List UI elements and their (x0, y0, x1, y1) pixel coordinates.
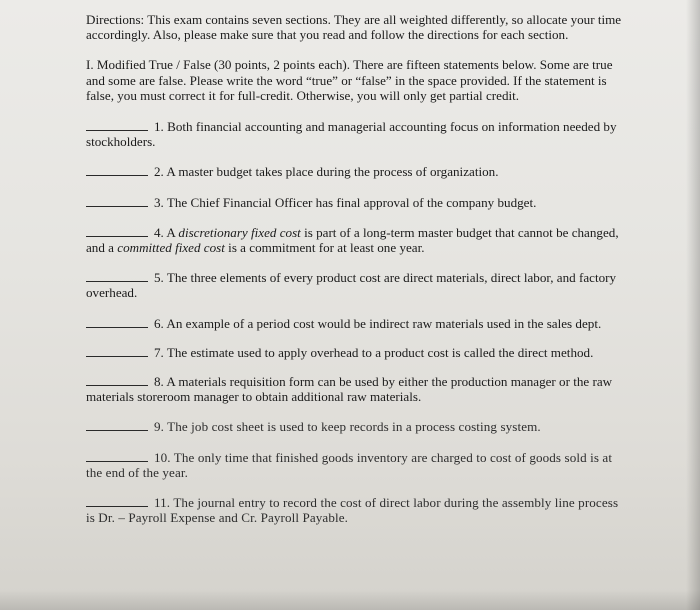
question-2 (86, 164, 622, 179)
question-7-text: 7. The estimate used to apply overhead to a product cost is called the direct method. (154, 344, 594, 360)
question-6-text: 6. An example of a period cost would be indirect raw materials used in the sales dept. (154, 315, 602, 331)
answer-blank-11[interactable] (86, 496, 148, 507)
answer-blank-10[interactable] (86, 451, 148, 462)
section-heading: I. Modified True / False (30 points, 2 points each). There are fifteen statements below. Some are true and some are false. Please write the word “true” or “false” in the space provided. If the statement is false, you must correct it for full-credit. Otherwise, you will only get partial credit. (86, 57, 613, 103)
answer-blank-5[interactable] (86, 271, 148, 282)
question-7 (86, 345, 622, 360)
question-4-text-pre: 4. A (154, 224, 179, 240)
question-4-term-committed: committed fixed cost (117, 240, 225, 256)
question-11 (86, 495, 622, 525)
question-3-text: 3. The Chief Financial Officer has final approval of the company budget. (154, 194, 537, 210)
page-edge-shadow (686, 0, 700, 610)
question-4-term-discretionary: discretionary fixed cost (178, 224, 301, 240)
answer-blank-1[interactable] (86, 120, 148, 131)
question-4-text-post: is a commitment for at least one year. (224, 240, 425, 256)
question-5 (86, 270, 622, 300)
question-10-text: 10. The only time that finished goods inventory are charged to cost of goods sold is at the end of the year. (86, 449, 613, 480)
question-3 (86, 195, 622, 210)
page-bottom-shadow (0, 590, 700, 610)
question-4-text-mid: is part of a long-term master budget that cannot be changed, and a (86, 224, 619, 256)
question-6 (86, 316, 622, 331)
question-11-text: 11. The journal entry to record the cost of direct labor during the assembly line process is Dr. – Payroll Expense and Cr. Payroll Payable. (86, 495, 619, 526)
question-1 (86, 119, 622, 149)
question-9 (86, 419, 622, 434)
question-4 (86, 225, 622, 255)
answer-blank-4[interactable] (86, 226, 148, 237)
answer-blank-6[interactable] (86, 317, 148, 328)
question-9-text: 9. The job cost sheet is used to keep records in a process costing system. (154, 419, 541, 435)
answer-blank-2[interactable] (86, 165, 148, 176)
answer-blank-7[interactable] (86, 346, 148, 357)
answer-blank-9[interactable] (86, 420, 148, 431)
question-8-text: 8. A materials requisition form can be used by either the production manager or the raw materials storeroom manager to obtain additional raw materials. (86, 374, 613, 405)
question-1-text: 1. Both financial accounting and managerial accounting focus on information needed by stockholders. (86, 119, 617, 150)
question-10 (86, 450, 622, 480)
question-5-text: 5. The three elements of every product cost are direct materials, direct labor, and factory overhead. (86, 270, 617, 301)
question-8 (86, 374, 622, 404)
answer-blank-8[interactable] (86, 375, 148, 386)
directions-paragraph: Directions: This exam contains seven sections. They are all weighted differently, so allocate your time accordingly. Also, please make sure that you read and follow the directions for each section. (86, 12, 622, 43)
question-2-text: 2. A master budget takes place during the process of organization. (154, 164, 499, 180)
answer-blank-3[interactable] (86, 196, 148, 207)
